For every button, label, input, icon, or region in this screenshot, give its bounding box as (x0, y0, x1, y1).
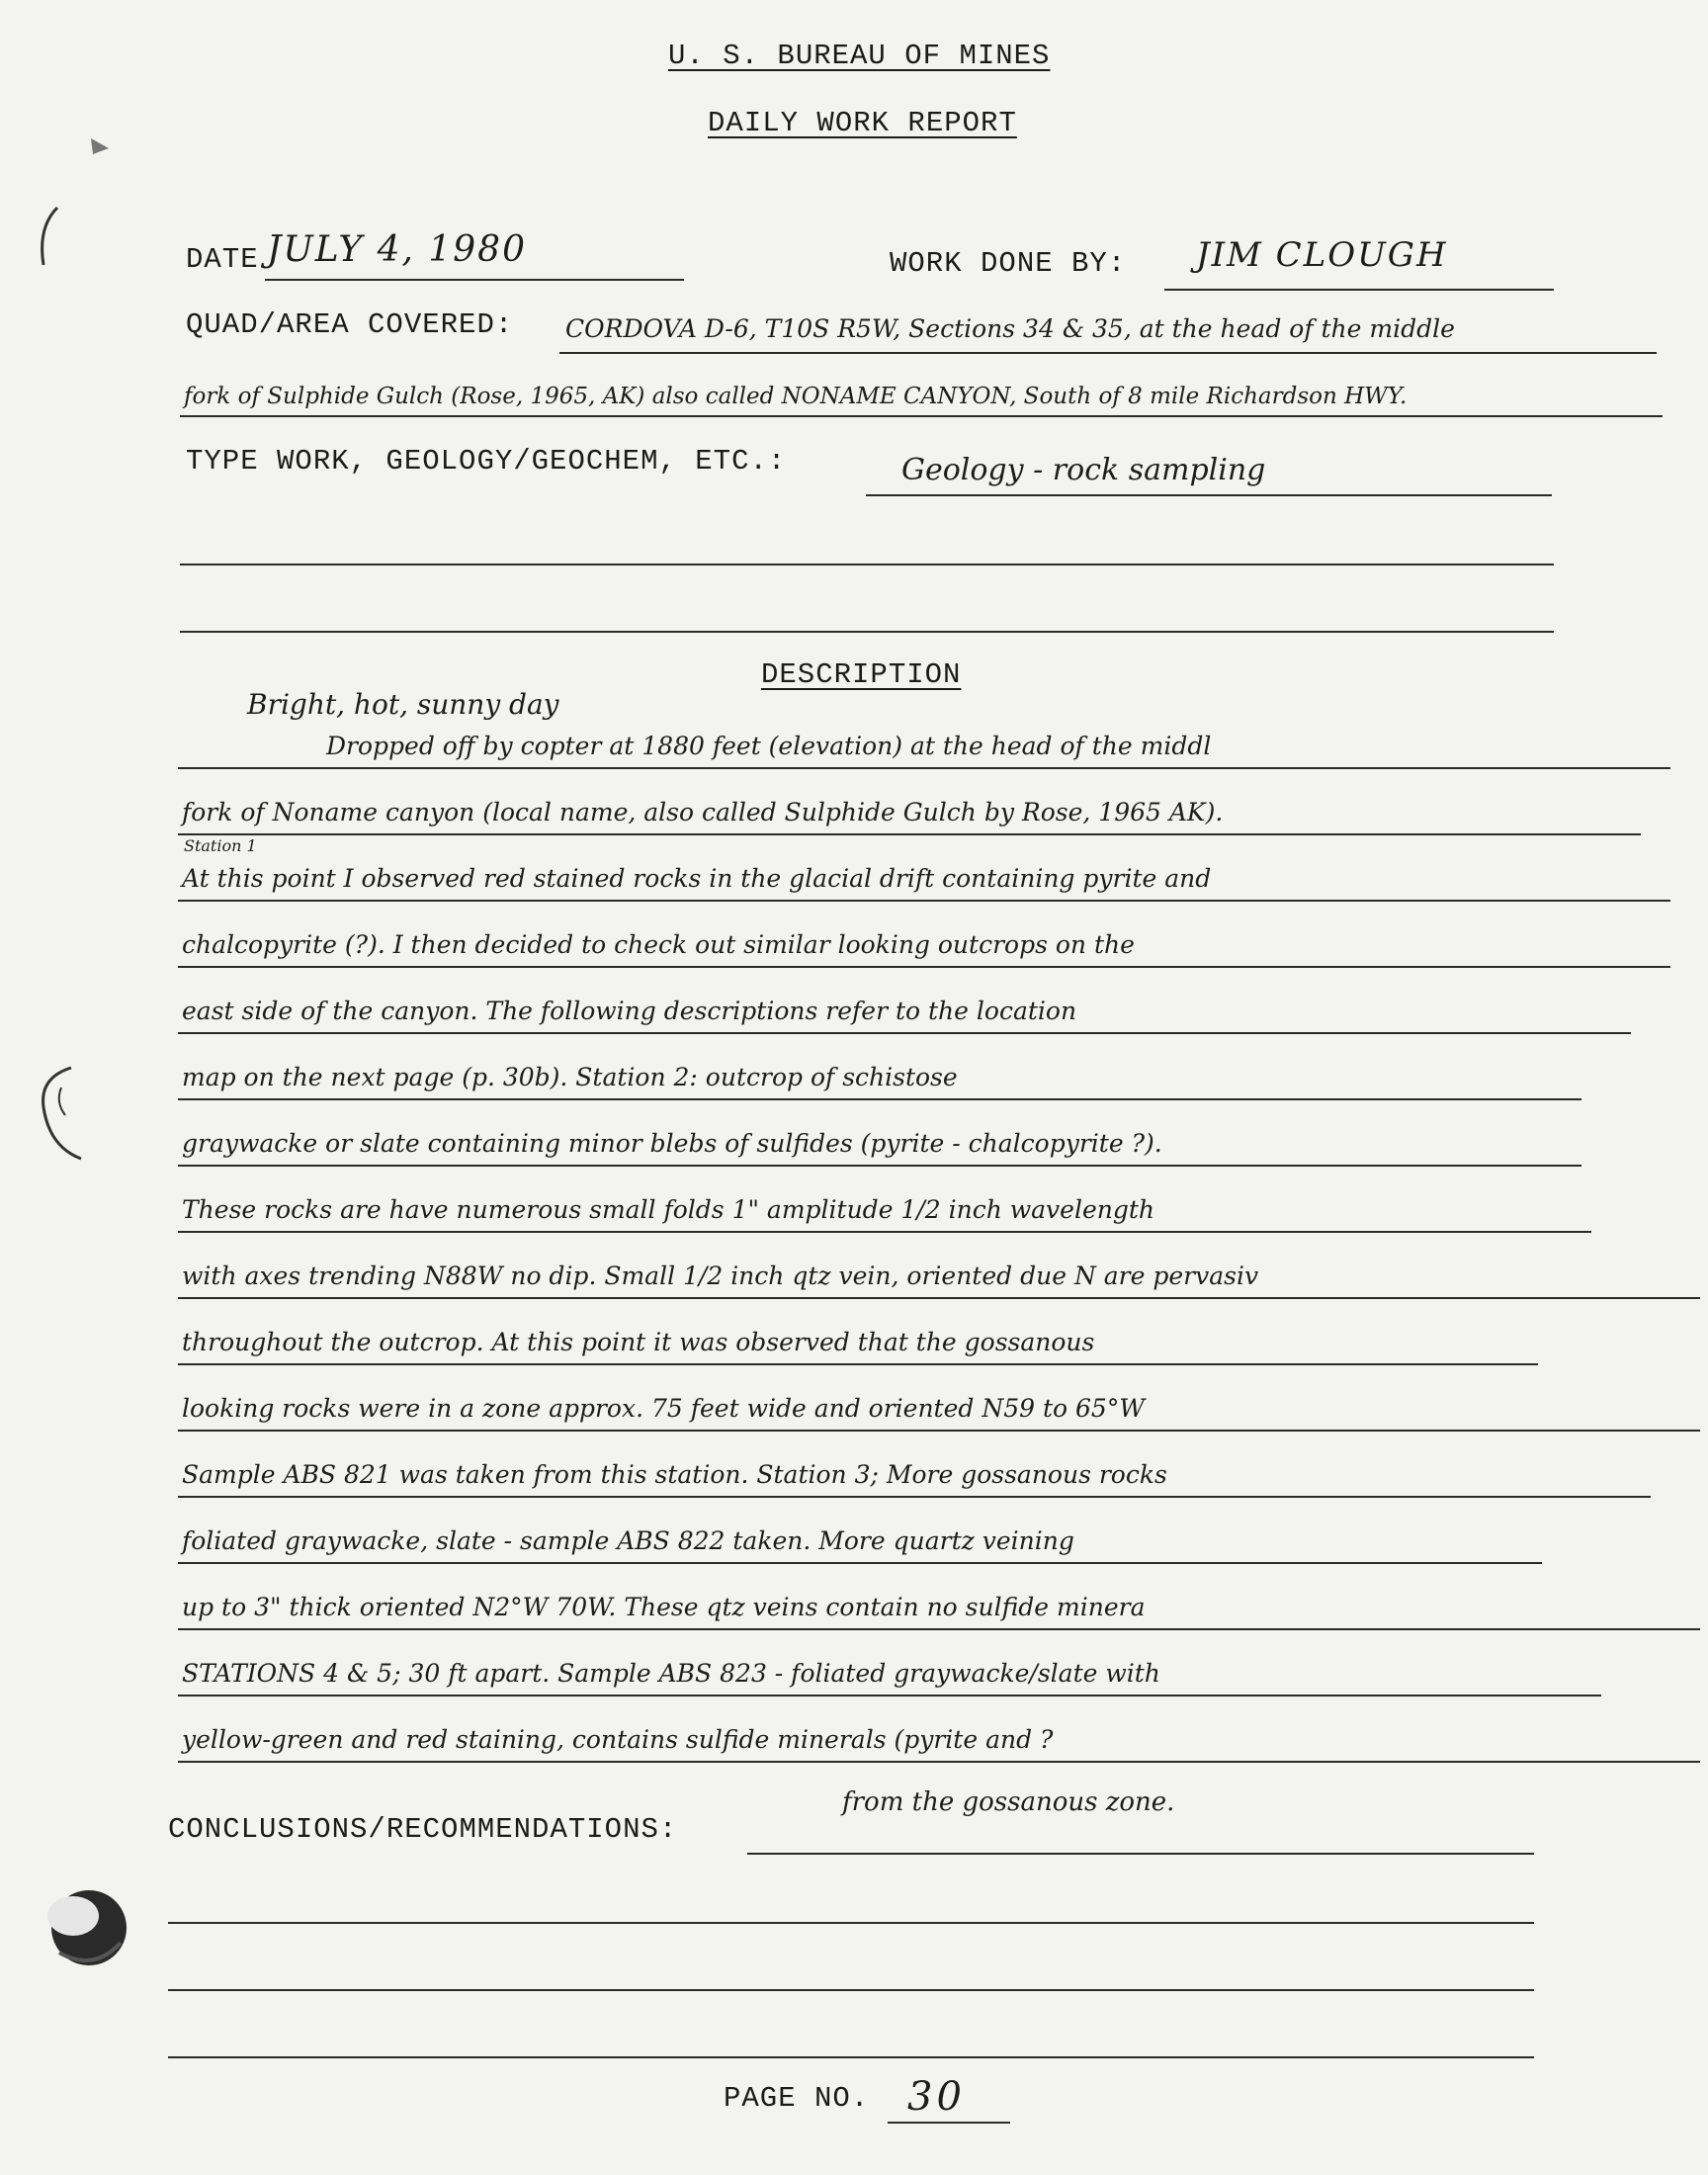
station-1-note: Station 1 (184, 836, 257, 855)
conclusions-rule-4 (168, 2056, 1534, 2058)
page-number-value: 30 (907, 2074, 966, 2120)
conclusions-rule-1 (747, 1853, 1534, 1855)
quad-area-line-1: CORDOVA D-6, T10S R5W, Sections 34 & 35, at the head of the middle (565, 314, 1455, 343)
description-rule (178, 1496, 1651, 1498)
description-rule (178, 900, 1670, 902)
description-line: with axes trending N88W no dip. Small 1/2 inch qtz vein, oriented due N are pervasiv (182, 1262, 1259, 1290)
description-line: Dropped off by copter at 1880 feet (elevation) at the head of the middl (326, 732, 1212, 760)
description-rule (178, 1098, 1581, 1100)
work-done-by-value: JIM CLOUGH (1196, 235, 1448, 275)
page-number-rule (888, 2122, 1010, 2124)
description-line: throughout the outcrop. At this point it was observed that the gossanous (182, 1328, 1095, 1356)
description-rule (178, 1562, 1542, 1564)
conclusions-rule-3 (168, 1989, 1534, 1991)
type-work-value: Geology - rock sampling (901, 453, 1266, 487)
weather-note: Bright, hot, sunny day (247, 688, 559, 721)
description-line: map on the next page (p. 30b). Station 2: outcrop of schistose (182, 1063, 958, 1091)
description-rule (178, 1231, 1591, 1233)
work-done-by-rule (1164, 289, 1554, 291)
description-line: up to 3" thick oriented N2°W 70W. These qtz veins contain no sulfide minera (182, 1593, 1146, 1621)
type-work-label: TYPE WORK, GEOLOGY/GEOCHEM, ETC.: (186, 445, 787, 478)
description-rule (178, 1032, 1631, 1034)
description-rule (178, 833, 1641, 835)
description-line: STATIONS 4 & 5; 30 ft apart. Sample ABS 823 - foliated graywacke/slate with (182, 1659, 1160, 1688)
description-final-line: from the gossanous zone. (842, 1787, 1175, 1817)
quad-area-line-2: fork of Sulphide Gulch (Rose, 1965, AK) also called NONAME CANYON, South of 8 mile Richardson HWY. (184, 384, 1408, 409)
description-rule (178, 1430, 1700, 1432)
conclusions-label: CONCLUSIONS/RECOMMENDATIONS: (168, 1813, 678, 1846)
description-line: yellow-green and red staining, contains sulfide minerals (pyrite and ? (182, 1725, 1054, 1754)
description-rule (178, 1628, 1700, 1630)
date-rule (265, 279, 684, 281)
description-line: graywacke or slate containing minor blebs of sulfides (pyrite - chalcopyrite ?). (182, 1129, 1162, 1158)
description-line: looking rocks were in a zone approx. 75 feet wide and oriented N59 to 65°W (182, 1394, 1146, 1423)
description-line: chalcopyrite (?). I then decided to check out similar looking outcrops on the (182, 930, 1135, 959)
description-rule (178, 1165, 1581, 1167)
description-heading: DESCRIPTION (761, 658, 962, 691)
description-line: These rocks are have numerous small folds 1" amplitude 1/2 inch wavelength (182, 1195, 1155, 1224)
form-title: DAILY WORK REPORT (708, 107, 1017, 139)
quad-area-rule-2 (180, 415, 1663, 417)
description-rule (178, 1761, 1700, 1763)
page-number-label: PAGE NO. (724, 2082, 870, 2115)
agency-heading: U. S. BUREAU OF MINES (668, 40, 1051, 72)
work-done-by-label: WORK DONE BY: (890, 247, 1127, 280)
description-rule (178, 1695, 1601, 1696)
description-line: Sample ABS 821 was taken from this station. Station 3; More gossanous rocks (182, 1460, 1167, 1489)
description-line: At this point I observed red stained rocks in the glacial drift containing pyrite and (182, 864, 1212, 893)
blank-rule-1 (180, 564, 1554, 566)
description-rule (178, 767, 1670, 769)
description-rule (178, 1297, 1700, 1299)
quad-area-rule-1 (559, 352, 1657, 354)
date-label: DATE (186, 243, 259, 276)
description-rule (178, 966, 1670, 968)
description-line: east side of the canyon. The following descriptions refer to the location (182, 997, 1077, 1025)
type-work-rule (866, 494, 1552, 496)
description-line: fork of Noname canyon (local name, also called Sulphide Gulch by Rose, 1965 AK). (182, 798, 1224, 826)
date-value: JULY 4, 1980 (267, 229, 527, 270)
conclusions-rule-2 (168, 1922, 1534, 1924)
description-line: foliated graywacke, slate - sample ABS 822 taken. More quartz veining (182, 1526, 1074, 1555)
description-rule (178, 1363, 1538, 1365)
blank-rule-2 (180, 631, 1554, 633)
quad-area-label: QUAD/AREA COVERED: (186, 308, 514, 341)
